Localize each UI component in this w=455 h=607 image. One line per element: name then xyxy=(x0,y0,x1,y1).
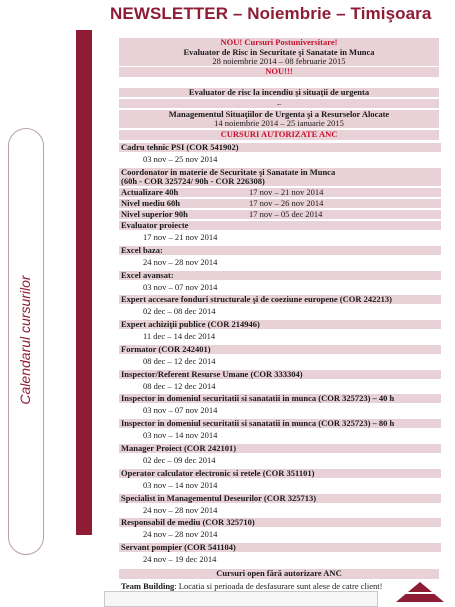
course-dates: 03 nov – 14 nov 2014 xyxy=(143,430,218,440)
newsletter-title: NEWSLETTER – Noiembrie – Timişoara xyxy=(110,4,432,23)
course-title: Formator (COR 242401) xyxy=(119,345,441,354)
course-title: Cadru tehnic PSI (COR 541902) xyxy=(119,143,441,152)
announcement-new: NOU!!! xyxy=(119,67,439,77)
calendar-sidebar-label: Calendarul cursurilor xyxy=(17,275,33,405)
course-title: Inspector in domeniul securitatii si sanatatii in munca (COR 325723) – 40 h xyxy=(119,394,441,403)
course-dates: 17 nov – 05 dec 2014 xyxy=(249,209,323,219)
course-title: Specialist in Managementul Deseurilor (COR 325713) xyxy=(119,494,441,503)
course-dates: 24 nov – 19 dec 2014 xyxy=(143,554,217,564)
logo-stripe xyxy=(406,592,434,594)
course-dates: 03 nov – 07 nov 2014 xyxy=(143,405,218,415)
course-level: Actualizare 40h xyxy=(121,187,179,197)
course-dates: 11 dec – 14 dec 2014 xyxy=(143,331,216,341)
course-title: Expert accesare fonduri structurale şi de coeziune europene (COR 242213) xyxy=(119,295,441,304)
course-title: Manager Proiect (COR 242101) xyxy=(119,444,441,453)
course-level-row xyxy=(119,210,441,219)
course-dates: 24 nov – 28 nov 2014 xyxy=(143,257,218,267)
course-title: Responsabil de mediu (COR 325710) xyxy=(119,518,441,527)
course-level: Nivel superior 90h xyxy=(121,209,188,219)
content-box xyxy=(119,36,439,591)
course-title: Inspector in domeniul securitatii si sanatatii in munca (COR 325723) – 80 h xyxy=(119,419,441,428)
course-level-row xyxy=(119,199,441,208)
course-dates: 02 dec – 09 dec 2014 xyxy=(143,455,216,465)
course-separator: – xyxy=(119,99,439,108)
course-title: Coordonator in materie de Securitate şi Sanatate in Munca xyxy=(119,168,441,177)
course-dates: 03 nov – 25 nov 2014 xyxy=(143,154,218,164)
course-title: Inspector/Referent Resurse Umane (COR 333304) xyxy=(119,370,441,379)
course-dates: 08 dec – 12 dec 2014 xyxy=(143,356,216,366)
course-dates: 02 dec – 08 dec 2014 xyxy=(143,306,216,316)
course-title: Operator calculator electronic si retele (COR 351101) xyxy=(119,469,441,478)
course-title: Excel avansat: xyxy=(119,271,441,280)
course-dates: 08 dec – 12 dec 2014 xyxy=(143,381,216,391)
section-heading-anc: CURSURI AUTORIZATE ANC xyxy=(119,130,439,140)
course-title: Excel baza: xyxy=(119,246,441,255)
section-heading-open: Cursuri open fără autorizare ANC xyxy=(119,569,439,579)
course-title: Evaluator de Risc in Securitate şi Sanatate in Munca xyxy=(119,48,439,57)
course-dates: 24 nov – 28 nov 2014 xyxy=(143,529,218,539)
team-building-text: : Locatia si perioada de desfasurare sunt alese de catre client! xyxy=(174,581,383,591)
course-dates: 17 nov – 21 nov 2014 xyxy=(143,232,218,242)
course-dates: 14 noiembrie 2014 – 25 ianuarie 2015 xyxy=(119,119,439,128)
course-title: Evaluator de risc la incendiu și situații de urgenta xyxy=(119,88,439,97)
announcement-new-postgrad: NOU! Cursuri Postuniversitare! xyxy=(119,38,439,48)
course-dates: 17 nov – 26 nov 2014 xyxy=(249,198,324,208)
course-level: Nivel mediu 60h xyxy=(121,198,181,208)
accent-panel xyxy=(76,30,92,535)
course-dates: 24 nov – 28 nov 2014 xyxy=(143,505,218,515)
course-title: Expert achiziţii publice (COR 214946) xyxy=(119,320,441,329)
course-title: Evaluator proiecte xyxy=(119,221,441,230)
course-title: Servant pompier (COR 541104) xyxy=(119,543,441,552)
course-dates: 03 nov – 14 nov 2014 xyxy=(143,480,218,490)
course-dates: 17 nov – 21 nov 2014 xyxy=(249,187,324,197)
course-subtitle: (60h - COR 325724/ 90h - COR 226308) xyxy=(119,177,441,186)
course-title: Managementul Situaţiilor de Urgenta şi a Resurselor Alocate xyxy=(119,110,439,119)
course-level-row xyxy=(119,188,441,197)
course-dates: 03 nov – 07 nov 2014 xyxy=(143,282,218,292)
team-building-row xyxy=(119,582,441,591)
course-dates: 28 noiembrie 2014 – 08 februarie 2015 xyxy=(119,57,439,66)
footer-box xyxy=(104,591,378,607)
team-building-label: Team Building xyxy=(121,581,175,591)
